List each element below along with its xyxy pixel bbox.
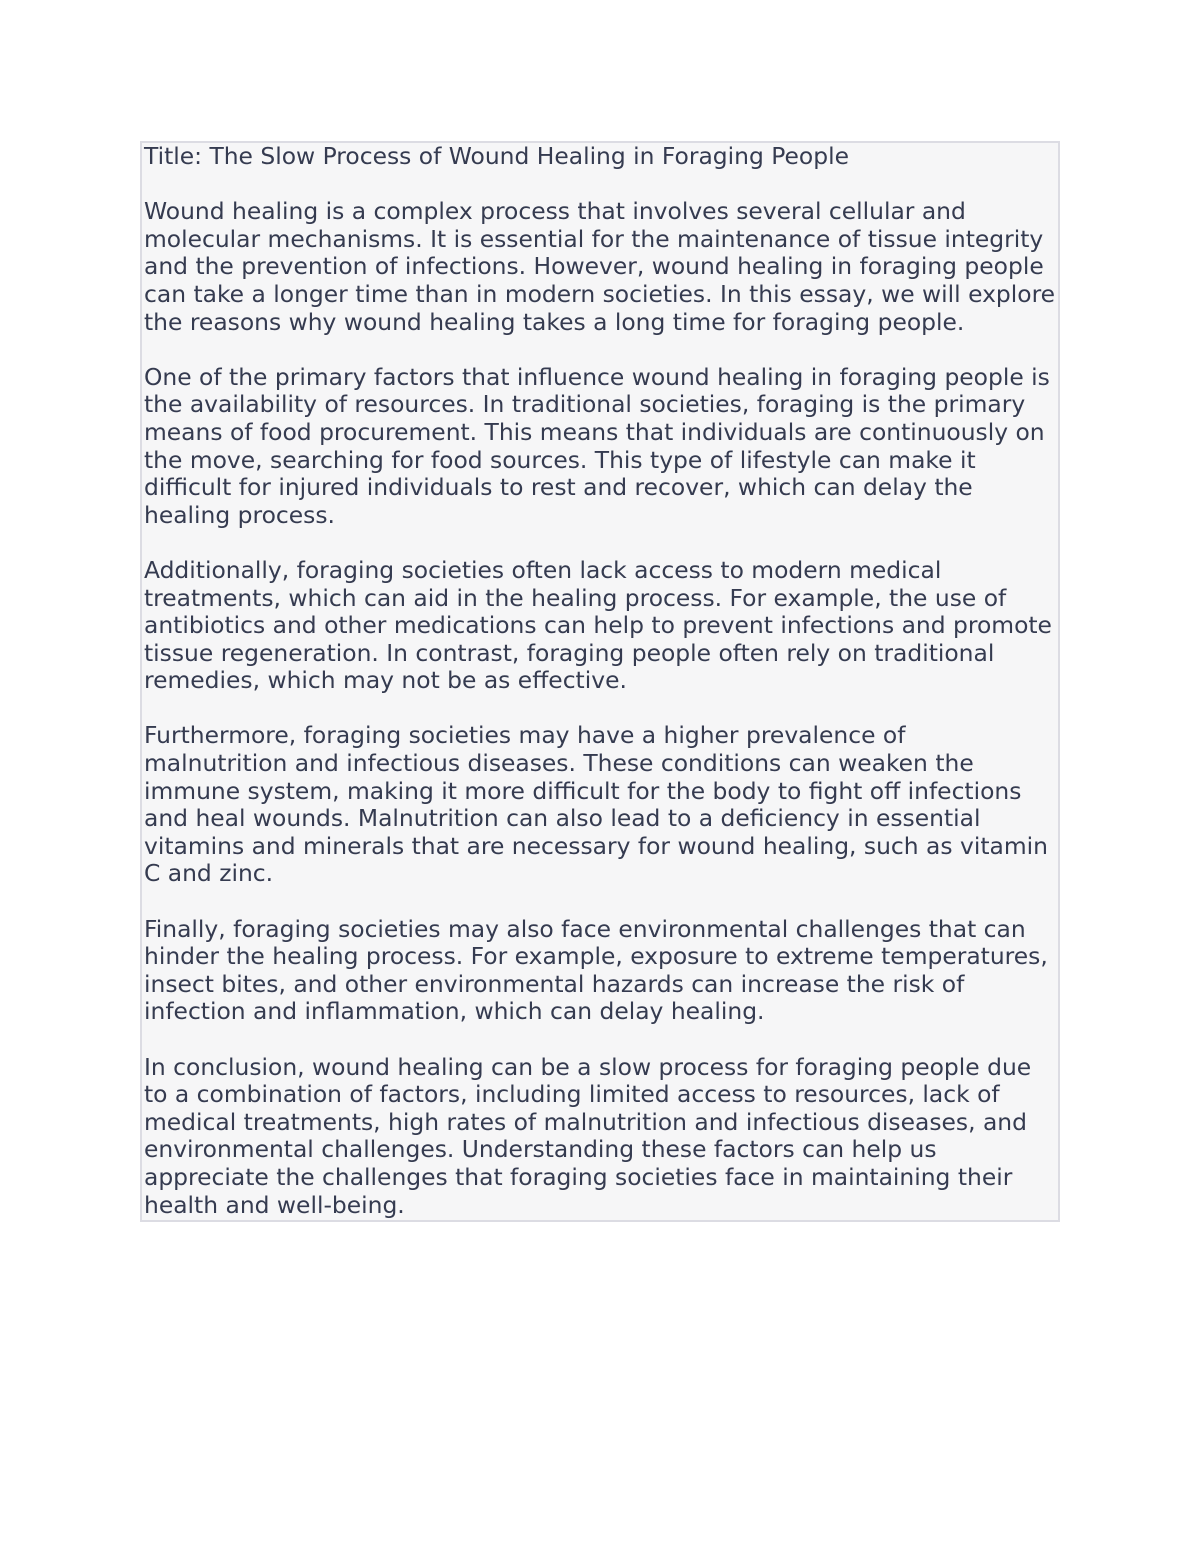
essay-text-line: Additionally, foraging societies often lack access to modern medical (144, 555, 942, 584)
essay-text-line: can take a longer time than in modern societies. In this essay, we will explore (144, 279, 1056, 308)
essay-text-line: insect bites, and other environmental hazards can increase the risk of (144, 969, 965, 998)
blank-line (144, 171, 1058, 199)
essay-text-line: In conclusion, wound healing can be a slow process for foraging people due (144, 1052, 1032, 1081)
essay-text-line: hinder the healing process. For example, exposure to extreme temperatures, (144, 942, 1048, 971)
essay-text-line: the reasons why wound healing takes a long time for foraging people. (144, 307, 965, 336)
essay-text-line: malnutrition and infectious diseases. These conditions can weaken the (144, 749, 974, 778)
blank-line (144, 529, 1058, 557)
essay-text-line: difficult for injured individuals to rest and recover, which can delay the (144, 473, 973, 502)
blank-line (144, 1026, 1058, 1054)
essay-text-box (140, 141, 1060, 1222)
essay-text-line: tissue regeneration. In contrast, foraging people often rely on traditional (144, 638, 995, 667)
essay-text-line: means of food procurement. This means that individuals are continuously on (144, 417, 1045, 446)
essay-text-line: the availability of resources. In traditional societies, foraging is the primary (144, 390, 1026, 419)
essay-text-line: One of the primary factors that influence wound healing in foraging people is (144, 362, 1050, 391)
essay-text-line: Furthermore, foraging societies may have a higher prevalence of (144, 721, 906, 750)
essay-text-line: Wound healing is a complex process that involves several cellular and (144, 197, 966, 226)
essay-text-line: the move, searching for food sources. This type of lifestyle can make it (144, 445, 976, 474)
blank-line (144, 695, 1058, 723)
essay-body (144, 143, 1058, 1219)
essay-text-line: appreciate the challenges that foraging societies face in maintaining their (144, 1162, 1013, 1191)
essay-text-line: infection and inflammation, which can delay healing. (144, 997, 765, 1026)
essay-text-line: C and zinc. (144, 859, 274, 888)
blank-line (144, 336, 1058, 364)
essay-title-line: Title: The Slow Process of Wound Healing in Foraging People (144, 142, 849, 170)
essay-text-line: immune system, making it more difficult for the body to fight off infections (144, 776, 1022, 805)
essay-text-line: health and well-being. (144, 1190, 405, 1219)
essay-text-line: medical treatments, high rates of malnutrition and infectious diseases, and (144, 1107, 1027, 1136)
essay-text-line: Finally, foraging societies may also face environmental challenges that can (144, 914, 1026, 943)
essay-text-line: and the prevention of infections. However, wound healing in foraging people (144, 252, 1044, 281)
essay-text-line: vitamins and minerals that are necessary for wound healing, such as vitamin (144, 831, 1048, 860)
essay-text-line: and heal wounds. Malnutrition can also lead to a deficiency in essential (144, 804, 981, 833)
essay-text-line: to a combination of factors, including limited access to resources, lack of (144, 1080, 1000, 1109)
essay-text-line: molecular mechanisms. It is essential for the maintenance of tissue integrity (144, 224, 1044, 253)
essay-text-line: treatments, which can aid in the healing process. For example, the use of (144, 583, 1007, 612)
essay-text-line: healing process. (144, 500, 335, 529)
blank-line (144, 888, 1058, 916)
essay-text-line: environmental challenges. Understanding these factors can help us (144, 1135, 937, 1164)
essay-text-line: antibiotics and other medications can help to prevent infections and promote (144, 611, 1052, 640)
essay-text-line: remedies, which may not be as effective. (144, 666, 627, 695)
